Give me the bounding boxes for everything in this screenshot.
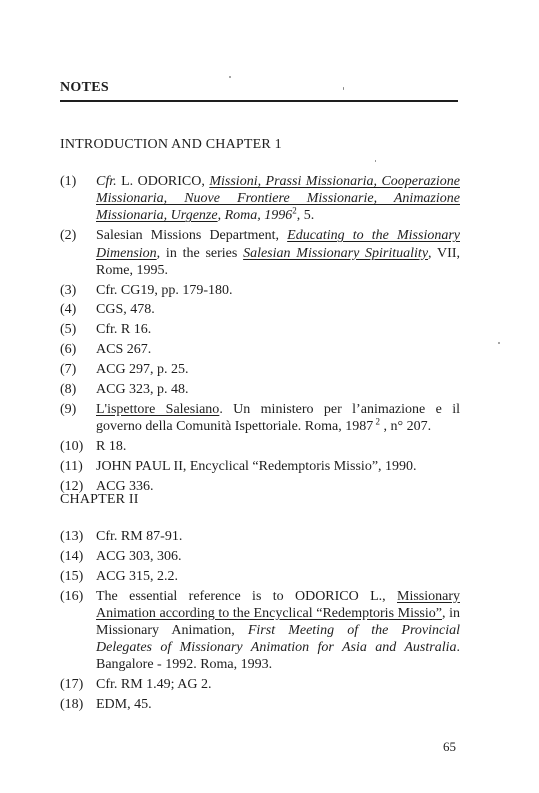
footnote-text — [96, 568, 460, 585]
footnote-text-run: JOHN PAUL II, Encyclical “Redemptoris Missio”, 1990. — [96, 458, 417, 474]
footnote-text — [96, 361, 460, 378]
footnote-item — [60, 401, 460, 435]
footnote-item — [60, 676, 460, 693]
footnote-text-run: 2 — [373, 416, 380, 427]
footnote-text — [96, 528, 460, 545]
scan-speck — [229, 76, 231, 78]
footnote-number: (6) — [60, 342, 77, 358]
footnote-item — [60, 361, 460, 378]
footnote-text-run: , — [217, 208, 225, 224]
footnote-text-run: Roma, 1996 — [224, 208, 293, 224]
footnote-text-run: . Un ministero per l’animazione e il governo della Comunità Ispettoriale. Roma, 1987 — [96, 401, 460, 435]
footnote-text-run: . Bangalore - 1992. Roma, 1993. — [96, 640, 460, 673]
footnote-text-run: ACG 315, 2.2. — [96, 568, 179, 584]
footnote-number: (7) — [60, 362, 77, 378]
footnote-text-run: Salesian Missionary Spirituality — [243, 245, 429, 261]
footnote-text-run: L'ispettore Salesiano — [96, 401, 220, 417]
footnote-item — [60, 588, 460, 674]
footnote-text-run: ACG 323, p. 48. — [96, 382, 189, 398]
footnote-number: (9) — [60, 401, 77, 417]
footnote-text-run: , in Missionary Animation, — [96, 605, 460, 639]
footnote-text-run: Missionary Animation according to the Encyclical “Redemptoris Missio” — [96, 588, 460, 621]
footnote-text-run: CGS, 478. — [96, 302, 155, 318]
footnote-number: (8) — [60, 382, 77, 398]
footnote-text-run: 2 — [292, 205, 297, 216]
footnote-text-run: Missioni, Prassi Missionaria, Cooperazione Missionaria, Nuove Frontiere Missionarie, Animazione Missionaria, Urgenze — [96, 174, 460, 224]
page-heading: NOTES — [60, 80, 109, 95]
footnote-text — [96, 301, 460, 318]
footnote-text-run: ACS 267. — [96, 342, 152, 358]
notes-list-chapter-2 — [60, 528, 460, 716]
footnote-number: (4) — [60, 302, 77, 318]
footnote-text-run: Cfr. RM 87-91. — [96, 529, 183, 544]
footnote-text — [96, 401, 460, 435]
scan-speck — [343, 87, 344, 90]
footnote-text-run: Cfr. R 16. — [96, 322, 152, 338]
footnote-text-run: , n° 207. — [379, 419, 432, 435]
footnote-text-run: , 5. — [296, 208, 315, 224]
footnote-text-run: ACG 303, 306. — [96, 548, 182, 564]
footnote-number: (10) — [60, 439, 84, 455]
footnote-text-run: Cfr. RM 1.49; AG 2. — [96, 677, 212, 693]
section-title-chapter-2: CHAPTER II — [60, 492, 139, 507]
footnote-text-run: ACG 297, p. 25. — [96, 362, 189, 378]
footnote-text-run: R 18. — [96, 439, 127, 455]
footnote-text — [96, 696, 460, 713]
footnote-item — [60, 301, 460, 318]
footnote-text-run: Cfr. — [96, 174, 117, 189]
section-title-introduction: INTRODUCTION AND CHAPTER 1 — [60, 137, 282, 152]
footnote-item — [60, 568, 460, 585]
footnote-text — [96, 173, 460, 225]
footnote-number: (1) — [60, 174, 77, 189]
footnote-text — [96, 438, 460, 455]
notes-list-introduction — [60, 173, 460, 498]
footnote-number: (16) — [60, 588, 84, 604]
footnote-text — [96, 458, 460, 475]
footnote-item — [60, 458, 460, 475]
footnote-text-run: Educating to the Missionary Dimension — [96, 228, 460, 261]
footnote-number: (17) — [60, 677, 84, 693]
footnote-text — [96, 588, 460, 674]
footnote-item — [60, 696, 460, 713]
heading-rule — [60, 100, 458, 102]
footnote-text-run: The essential reference is to ODORICO L., — [96, 588, 397, 604]
footnote-text — [96, 381, 460, 398]
footnote-text — [96, 321, 460, 338]
footnote-text-run: First Meeting of the Provincial Delegates of Missionary Animation for Asia and Australia — [96, 623, 460, 656]
footnote-text — [96, 548, 460, 565]
footnote-text — [96, 676, 460, 693]
footnote-item — [60, 282, 460, 299]
footnote-text-run: , in the series — [156, 245, 244, 261]
footnote-number: (18) — [60, 697, 84, 713]
footnote-number: (5) — [60, 322, 77, 338]
footnote-text-run: Cfr. CG19, pp. 179-180. — [96, 282, 233, 298]
footnote-text — [96, 341, 460, 358]
footnote-item — [60, 381, 460, 398]
footnote-number: (12) — [60, 478, 84, 494]
footnote-number: (13) — [60, 529, 84, 544]
footnote-text-run: ACG 336. — [96, 478, 154, 494]
footnote-text-run: Salesian Missions Department, — [96, 228, 288, 244]
footnote-number: (2) — [60, 228, 77, 244]
footnote-item — [60, 227, 460, 279]
footnote-number: (15) — [60, 568, 84, 584]
footnote-item — [60, 548, 460, 565]
footnote-text-run: EDM, 45. — [96, 697, 152, 713]
footnote-number: (14) — [60, 548, 84, 564]
footnote-item — [60, 173, 460, 225]
scan-speck — [498, 342, 500, 344]
footnote-text — [96, 282, 460, 299]
scan-speck — [375, 160, 376, 162]
footnote-text — [96, 478, 460, 495]
footnote-number: (11) — [60, 458, 83, 474]
footnote-item — [60, 341, 460, 358]
footnote-item — [60, 528, 460, 545]
footnote-item — [60, 438, 460, 455]
footnote-text-run: , VII, Rome, 1995. — [96, 245, 460, 278]
footnote-item — [60, 321, 460, 338]
footnote-text — [96, 227, 460, 279]
footnote-number: (3) — [60, 282, 77, 298]
page-number: 65 — [443, 739, 456, 754]
footnote-text-run: L. ODORICO, — [116, 174, 210, 189]
